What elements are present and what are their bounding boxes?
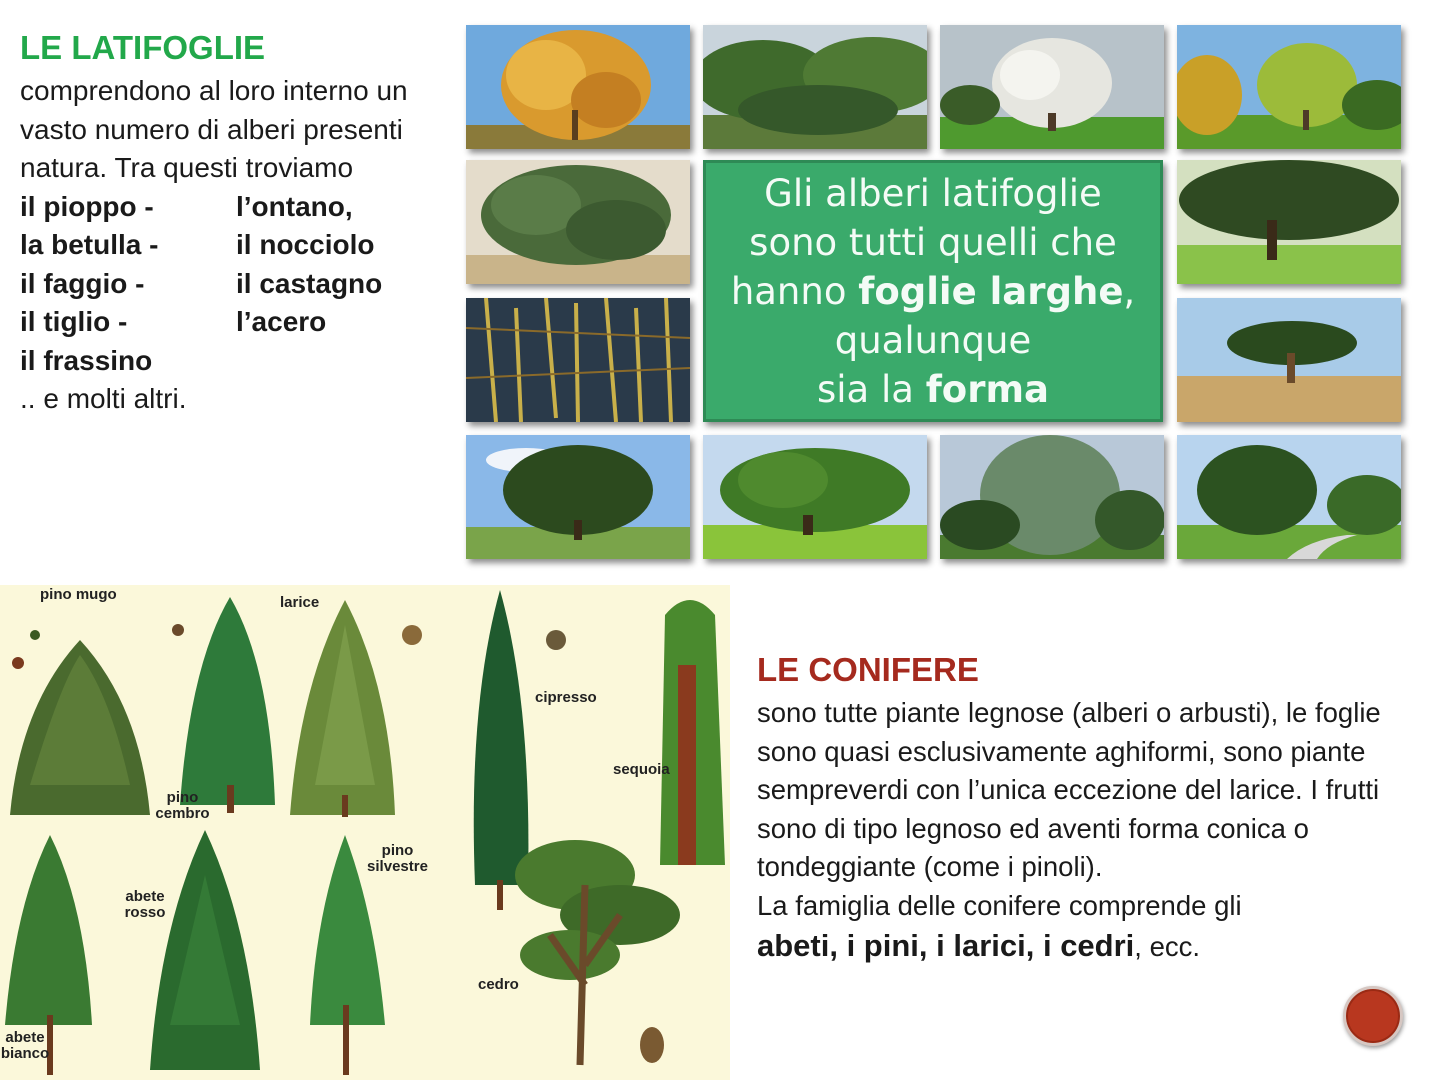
conifere-family-end: , ecc. bbox=[1134, 931, 1201, 962]
latifoglie-title: LE LATIFOGLIE bbox=[20, 29, 266, 66]
tree-item: il pioppo - bbox=[20, 190, 154, 222]
tree-item: l’acero bbox=[236, 306, 327, 337]
conifere-family-intro: La famiglia delle conifere comprende gli bbox=[757, 889, 1242, 921]
tree-photo-branches bbox=[703, 25, 927, 149]
sequoia-drawing bbox=[660, 600, 725, 865]
conifere-family-bold: abeti, i pini, i larici, i cedri bbox=[757, 928, 1135, 963]
label-cedro: cedro bbox=[478, 976, 519, 993]
latifoglie-tree-list bbox=[20, 188, 450, 381]
label-pino-silvestre: pino silvestre bbox=[367, 842, 428, 875]
definition-bold: forma bbox=[925, 367, 1049, 411]
definition-text: , bbox=[1123, 269, 1136, 313]
label-sequoia: sequoia bbox=[613, 761, 670, 778]
tree-photo-oak bbox=[466, 160, 690, 284]
definition-line: Gli alberi latifoglie bbox=[764, 171, 1102, 215]
tree-item: la betulla - bbox=[20, 229, 159, 260]
label-abete-bianco: abete bianco bbox=[0, 1029, 50, 1062]
latifoglie-more: .. e molti altri. bbox=[20, 383, 187, 414]
tree-item: il tiglio - bbox=[20, 306, 128, 337]
label-cipresso: cipresso bbox=[535, 689, 597, 706]
definition-line: qualunque bbox=[834, 318, 1032, 362]
larice-drawing bbox=[290, 600, 422, 817]
tree-photo-path bbox=[1177, 435, 1401, 559]
pino-mugo-drawing bbox=[10, 630, 150, 815]
tree-photo-wide-oak bbox=[1177, 160, 1401, 284]
tree-item: il faggio - bbox=[20, 267, 145, 299]
tree-item: il nocciolo bbox=[236, 229, 375, 260]
tree-photo-autumn bbox=[466, 25, 690, 149]
definition-bold: foglie larghe bbox=[858, 269, 1124, 313]
latifoglie-section bbox=[20, 28, 450, 419]
definition-line bbox=[731, 267, 1135, 316]
tree-photo-meadow bbox=[1177, 25, 1401, 149]
tree-item: l’ontano, bbox=[236, 190, 353, 222]
label-pino-cembro: pino cembro bbox=[155, 789, 210, 822]
label-pino-mugo: pino mugo bbox=[40, 586, 117, 603]
definition-text: hanno bbox=[730, 269, 859, 313]
latifoglie-description: comprendono al loro interno un vasto numero di alberi presenti natura. Tra questi troviamo bbox=[20, 75, 408, 183]
tree-photo-catkins bbox=[466, 298, 690, 422]
tree-item bbox=[236, 342, 436, 381]
tree-item: il castagno bbox=[236, 267, 383, 299]
tree-photo-green-oak bbox=[703, 435, 927, 559]
cedro-drawing bbox=[515, 840, 680, 1065]
conifere-family-list bbox=[757, 925, 1407, 968]
conifere-title: LE CONIFERE bbox=[757, 651, 979, 688]
conifer-illustration bbox=[0, 585, 730, 1080]
conifer-drawings bbox=[0, 585, 730, 1080]
conifere-description: sono tutte piante legnose (alberi o arbusti), le foglie sono quasi esclusivamente aghiformi, sono piante sempreverdi con l’unica eccezione del larice. I frutti sono di tipo legnoso ed aventi forma conica o tondeggiante (come i pinoli). bbox=[757, 697, 1381, 882]
tree-photo-tall bbox=[940, 435, 1164, 559]
definition-text: sia la bbox=[816, 367, 926, 411]
definition-line bbox=[731, 365, 1135, 414]
conifere-section bbox=[757, 650, 1407, 968]
tree-photo-blossom bbox=[940, 25, 1164, 149]
tree-item: il frassino bbox=[20, 344, 153, 376]
definition-line: sono tutti quelli che bbox=[749, 220, 1117, 264]
tree-photo-savanna bbox=[1177, 298, 1401, 422]
label-abete-rosso: abete rosso bbox=[124, 888, 166, 921]
slide-badge-icon bbox=[1343, 986, 1403, 1046]
abete-rosso-drawing bbox=[150, 830, 260, 1070]
label-larice: larice bbox=[280, 594, 320, 611]
latifoglie-definition-box bbox=[703, 160, 1163, 422]
pino-cembro-drawing bbox=[172, 597, 275, 813]
tree-photo-field-oak bbox=[466, 435, 690, 559]
